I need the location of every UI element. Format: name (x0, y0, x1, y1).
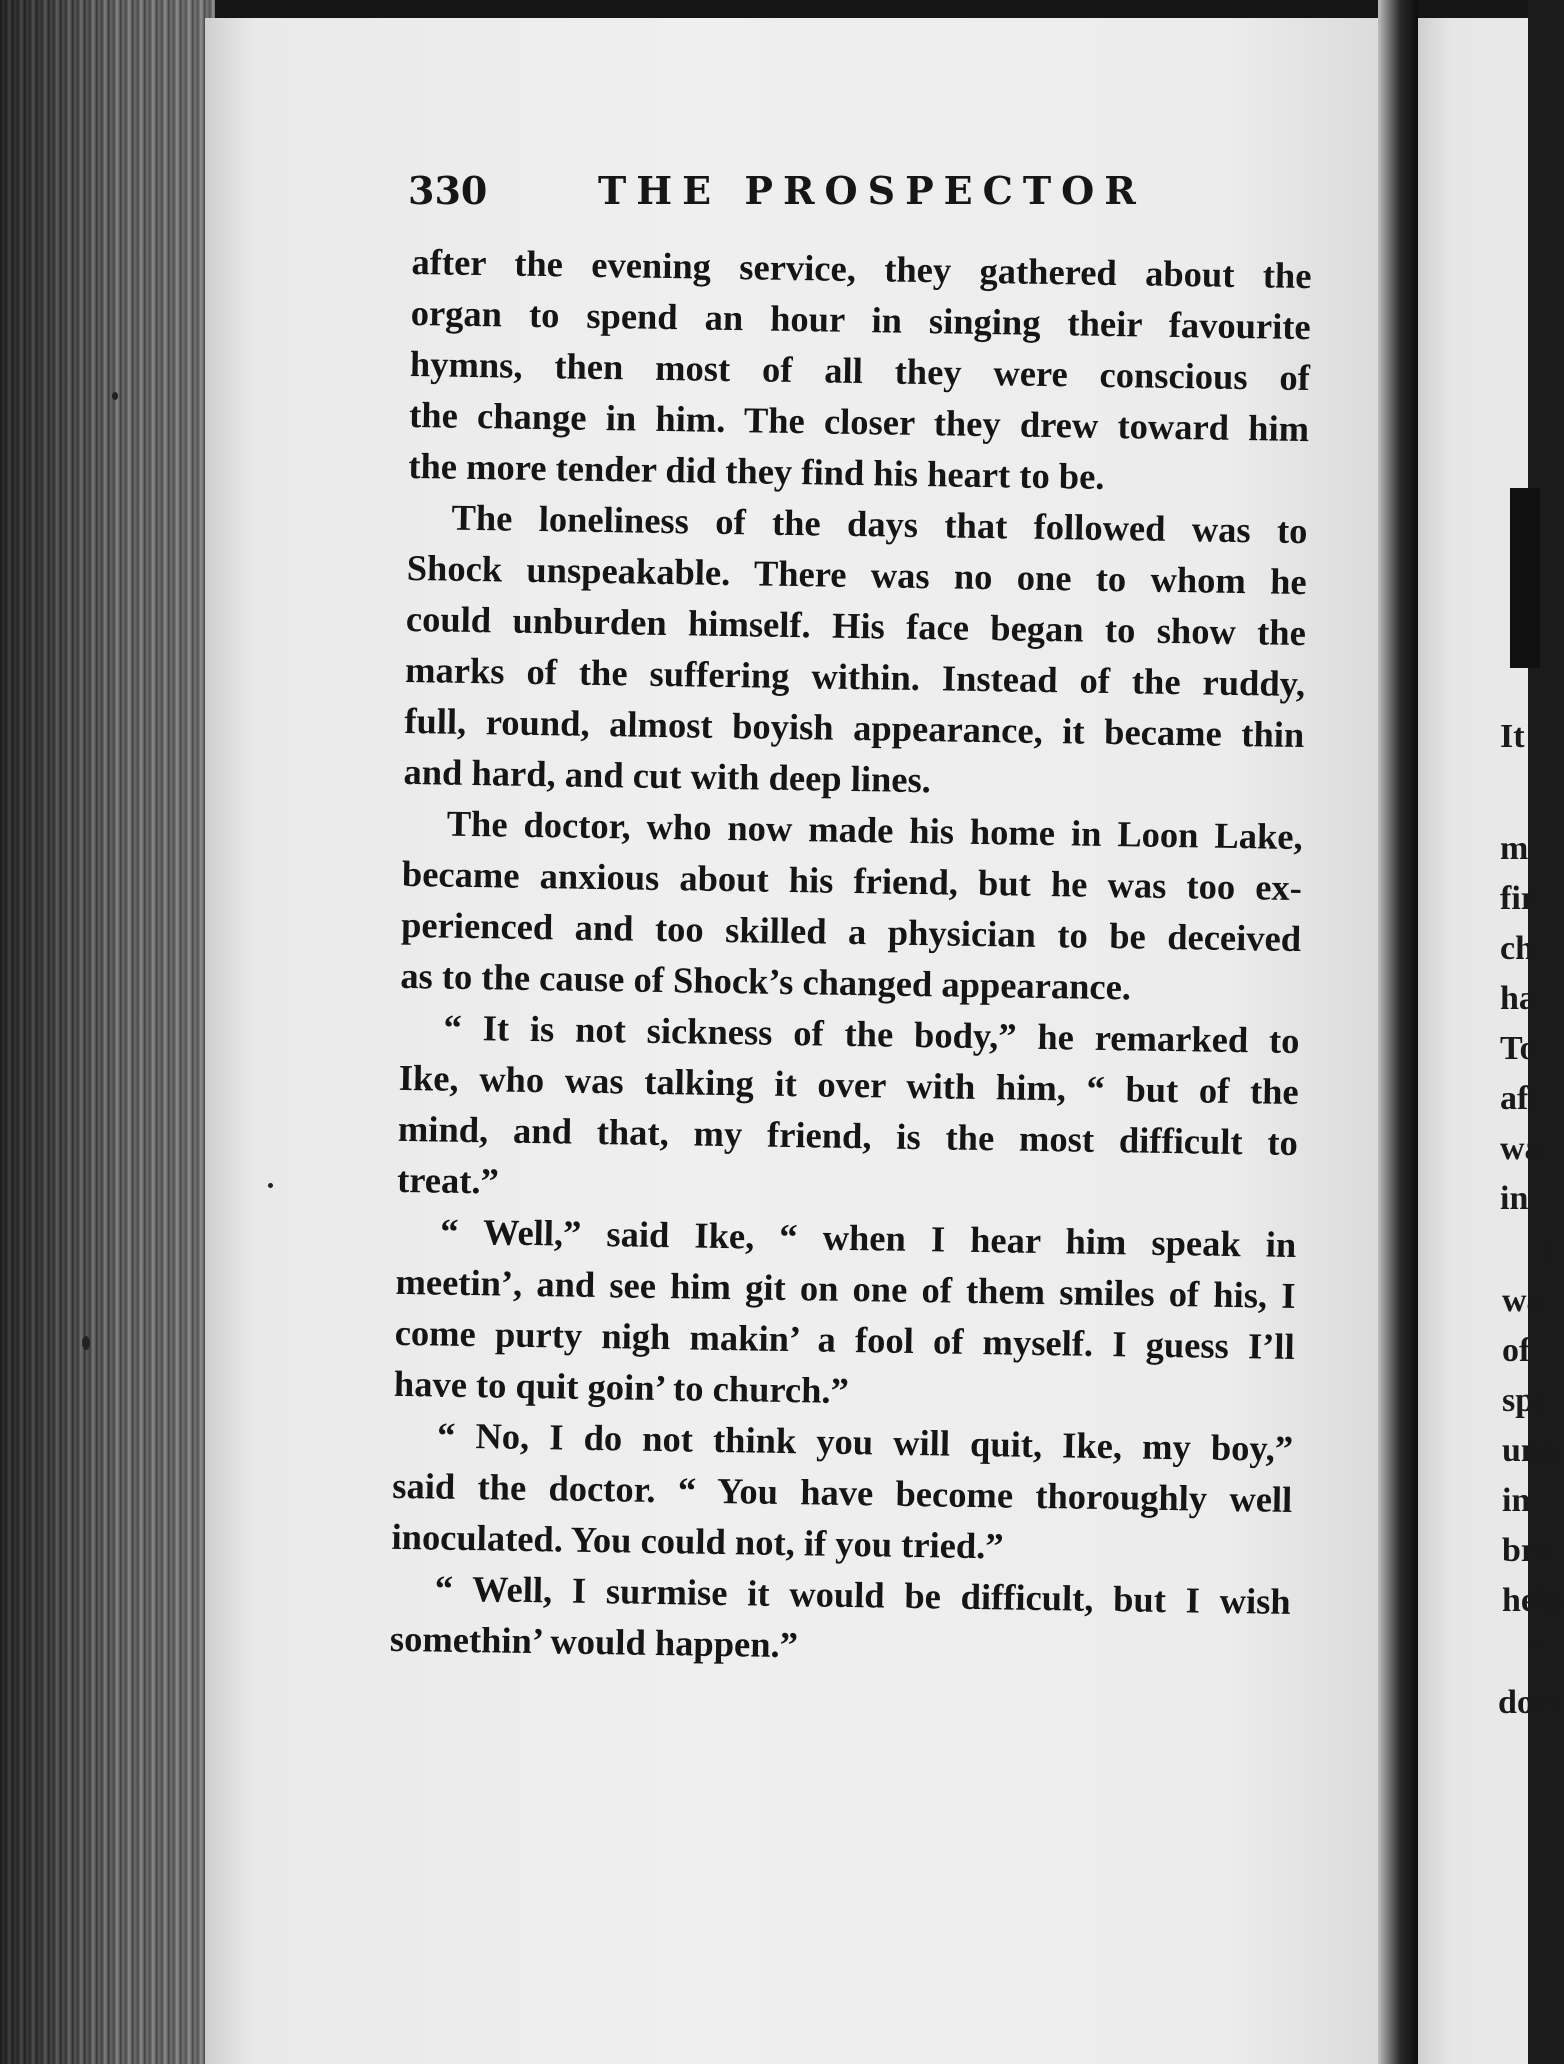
facing-line-fragment: I (1542, 1232, 1556, 1269)
facing-line-fragment: unn (1502, 1432, 1559, 1469)
facing-line-fragment: To (1500, 1030, 1537, 1067)
facing-line-fragment: ch (1500, 930, 1534, 967)
facing-line-fragment: aff (1500, 1080, 1540, 1117)
book-gutter (1378, 0, 1418, 2064)
text-line: treat.” (396, 1158, 500, 1202)
text-line: full, round, almost boyish appearance, it became thin (404, 699, 1305, 756)
text-line: hymns, then most of all they were conscious of (409, 342, 1311, 399)
facing-line-fragment: spe (1502, 1382, 1550, 1419)
book-page-edges (0, 0, 215, 2064)
text-line: the more tender did they find his heart to be. (408, 444, 1105, 497)
text-line: “ Well,” said Ike, “ when I hear him speak in (440, 1210, 1297, 1266)
facing-line-fragment: doct (1498, 1684, 1561, 1721)
running-head (408, 168, 1308, 220)
text-line: meetin’, and see him git on one of them smiles of his, I (395, 1260, 1296, 1317)
text-line: after the evening service, they gathered about the (411, 240, 1312, 297)
text-line: said the doctor. “ You have become thoroughly well (392, 1464, 1293, 1520)
paragraph-1 (408, 236, 1312, 505)
text-line: perienced and too skilled a physician to be deceived (400, 903, 1302, 960)
text-line: could unburden himself. His face began to show the (405, 597, 1307, 654)
text-line: inoculated. You could not, if you tried.” (391, 1515, 1004, 1567)
facing-line-fragment: fir (1500, 880, 1536, 917)
text-line: Shock unspeakable. There was no one to whom he (406, 546, 1308, 603)
text-line: mind, and that, my friend, is the most difficult to (397, 1107, 1299, 1164)
text-line: became anxious about his friend, but he was too ex- (401, 852, 1303, 909)
body-text (390, 236, 1312, 1678)
facing-line-fragment: in (1500, 1180, 1529, 1217)
facing-line-fragment: in (1502, 1482, 1531, 1519)
facing-line-fragment: help (1502, 1582, 1564, 1619)
facing-line-fragment: wa (1502, 1282, 1544, 1319)
paragraph-2 (403, 491, 1308, 811)
text-line: have to quit goin’ to church.” (393, 1362, 850, 1412)
text-line: and hard, and cut with deep lines. (403, 750, 932, 801)
page-number: 330 (408, 168, 488, 213)
text-line: The doctor, who now made his home in Loon Lake, (446, 802, 1303, 858)
text-line: The loneliness of the days that followed was to (451, 496, 1308, 552)
facing-line-fragment: m (1500, 830, 1529, 867)
text-line: the change in him. The closer they drew toward him (408, 393, 1310, 450)
text-line: Ike, who was talking it over with him, “ but of the (398, 1056, 1299, 1113)
facing-line-fragment: It (1500, 718, 1525, 755)
facing-page (1418, 18, 1564, 2064)
drop-cap-fragment (1510, 488, 1540, 668)
text-line: organ to spend an hour in singing their favourite (410, 291, 1312, 348)
speck (112, 392, 118, 400)
text-line: somethin’ would happen.” (389, 1617, 799, 1666)
facing-line-fragment: of (1502, 1332, 1531, 1369)
facing-line-fragment: “ (1530, 1634, 1547, 1671)
book-title: THE PROSPECTOR (598, 168, 1146, 213)
speck (268, 1183, 273, 1188)
text-line: marks of the suffering within. Instead of the ruddy, (404, 648, 1306, 705)
text-line: as to the cause of Shock’s changed appearance. (400, 954, 1132, 1008)
paragraph-4 (397, 1001, 1300, 1219)
paragraph-7 (390, 1562, 1291, 1678)
text-line: “ Well, I surmise it would be difficult, but I wish (434, 1567, 1291, 1622)
facing-line-fragment: ha (1500, 980, 1536, 1017)
text-line: “ No, I do not think you will quit, Ike, my boy,” (436, 1414, 1294, 1469)
paragraph-3 (400, 797, 1303, 1015)
facing-line-fragment: wa (1500, 1130, 1542, 1167)
paragraph-5 (394, 1205, 1297, 1423)
paragraph-6 (391, 1409, 1293, 1576)
facing-line-fragment: bro (1502, 1532, 1553, 1569)
text-line: “ It is not sickness of the body,” he remarked to (443, 1006, 1300, 1062)
text-line: come purty nigh makin’ a fool of myself. I guess I’ll (394, 1311, 1295, 1367)
speck (82, 1336, 90, 1350)
